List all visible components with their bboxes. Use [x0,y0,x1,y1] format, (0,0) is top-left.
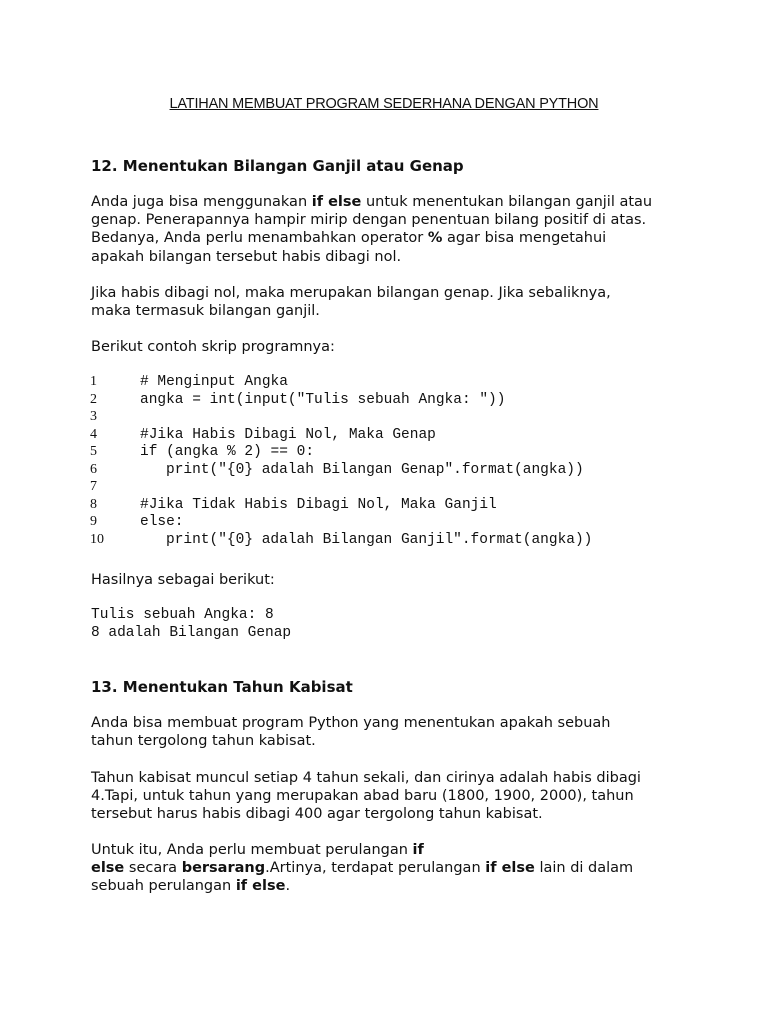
section-13-paragraph-3: Untuk itu, Anda perlu membuat perulangan if else secara bersarang.Artinya, terdapat perulangan if else lain di dalam sebuah perulangan if else. [91,842,634,895]
code-line [90,392,690,410]
line-number: 7 [90,479,97,494]
code-line [90,427,690,445]
line-number: 2 [90,391,97,407]
section-13-heading: 13. Menentukan Tahun Kabisat [91,678,353,696]
code-line [90,532,690,550]
section-12-paragraph-3: Berikut contoh skrip programnya: [91,339,335,355]
code-line [90,444,690,462]
section-13-paragraph-1: Anda bisa membuat program Python yang menentukan apakah sebuah tahun tergolong tahun kabisat. [91,715,611,750]
code-text: #Jika Tidak Habis Dibagi Nol, Maka Ganjil [140,496,497,513]
line-number: 5 [90,444,97,459]
section-13-paragraph-2: Tahun kabisat muncul setiap 4 tahun sekali, dan cirinya adalah habis dibagi 4.Tapi, untuk tahun yang merupakan abad baru (1800, 1900, 2000), tahun tersebut harus habis dibagi 400 agar tergolong tahun kabisat. [91,770,641,823]
code-line [90,479,690,497]
code-line [90,374,690,392]
code-text: angka = int(input("Tulis sebuah Angka: ")) [140,391,506,408]
code-text: # Menginput Angka [140,374,288,390]
line-number: 4 [90,426,97,442]
line-number: 9 [90,514,97,529]
line-number: 8 [90,496,97,512]
section-12-paragraph-4: Hasilnya sebagai berikut: [91,572,275,588]
section-12-paragraph-1: Anda juga bisa menggunakan if else untuk menentukan bilangan ganjil atau genap. Penerapannya hampir mirip dengan penentuan bilang positif di atas. Bedanya, Anda perlu menambahkan operator % agar bisa mengetahui apakah bilangan tersebut habis dibagi nol. [91,194,653,265]
section-12-heading: 12. Menentukan Bilangan Ganjil atau Genap [91,157,464,175]
code-listing [90,374,690,549]
code-line [90,462,690,480]
code-line [90,514,690,532]
code-line [90,409,690,427]
line-number: 3 [90,409,97,424]
output-line: Tulis sebuah Angka: 8 [91,607,274,623]
program-output [91,606,291,642]
output-line: 8 adalah Bilangan Genap [91,625,292,641]
code-text: if (angka % 2) == 0: [140,444,315,460]
code-text: print("{0} adalah Bilangan Genap".format(angka)) [166,461,584,478]
code-text: else: [140,514,184,530]
section-12-paragraph-2: Jika habis dibagi nol, maka merupakan bilangan genap. Jika sebaliknya, maka termasuk bilangan ganjil. [91,285,611,320]
line-number: 1 [90,374,97,389]
document-title: LATIHAN MEMBUAT PROGRAM SEDERHANA DENGAN PYTHON [169,96,599,112]
code-line [90,497,690,515]
code-text: #Jika Habis Dibagi Nol, Maka Genap [140,426,436,443]
code-text: print("{0} adalah Bilangan Ganjil".format(angka)) [166,531,593,548]
line-number: 10 [90,531,104,547]
line-number: 6 [90,461,97,477]
